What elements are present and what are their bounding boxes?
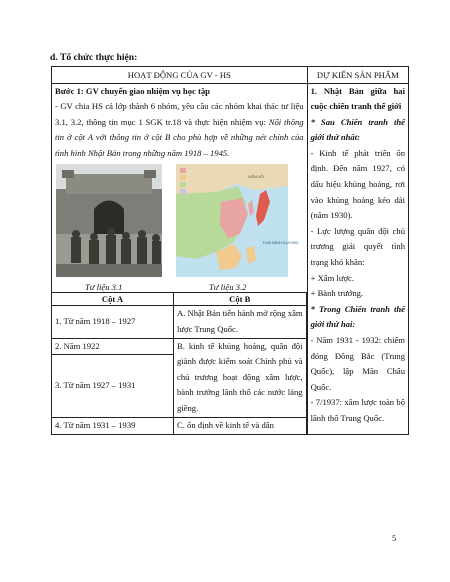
historical-photo bbox=[56, 164, 162, 277]
activity-table bbox=[51, 66, 409, 435]
matching-table bbox=[51, 292, 307, 434]
col-b-header: Cột B bbox=[174, 293, 307, 306]
table-row bbox=[52, 418, 307, 435]
caption-2: Tư liệu 3.2 bbox=[209, 282, 247, 293]
page-number: 5 bbox=[392, 533, 397, 543]
section-title: d. Tổ chức thực hiện: bbox=[50, 52, 138, 63]
header-right: DỰ KIẾN SẢN PHẨM bbox=[307, 67, 408, 84]
col-b-cell: C. ổn định về kinh tế và dân bbox=[174, 418, 307, 435]
legend-swatch bbox=[180, 189, 186, 194]
content-row bbox=[52, 83, 409, 434]
table-row bbox=[52, 338, 307, 355]
header-left: HOẠT ĐỘNG CỦA GV - HS bbox=[52, 67, 308, 84]
map-label: LIÊN XÔ bbox=[248, 174, 264, 180]
legend-swatch bbox=[180, 182, 186, 187]
historical-map bbox=[176, 164, 299, 277]
col-b-cell: B. kinh tế khủng hoảng, quân đội giành được kiểm soát Chính phủ và chủ trương hoạt động xâm lược, bành trướng lãnh thổ các nước láng giềng. bbox=[174, 338, 307, 418]
product-text: - Năm 1931 - 1932: chiếm đóng Đông Bắc (Trung Quốc), lập Mãn Châu Quốc. bbox=[310, 335, 405, 392]
legend-swatch bbox=[180, 168, 186, 173]
col-a-cell: 4. Từ năm 1931 – 1939 bbox=[52, 418, 174, 435]
product-text: - Lực lượng quân đội chủ trương giải quyết tình trạng khó khăn: bbox=[310, 225, 405, 268]
col-a-cell: 2. Năm 1922 bbox=[52, 338, 174, 355]
col-a-cell: 3. Từ năm 1927 – 1931 bbox=[52, 355, 174, 418]
product-text: + Bành trướng. bbox=[310, 288, 364, 299]
task-instruction: Nối thông tin ở cột A với thông tin ở cột B cho phù hợp về những nét chính của tình hình Nhật Bản trong những năm 1918 – 1945. bbox=[55, 116, 304, 158]
activity-cell bbox=[52, 83, 308, 434]
product-subheading-2: * Trong Chiến tranh thế giới thứ hai: bbox=[310, 303, 405, 330]
product-cell bbox=[307, 83, 408, 434]
product-text: - Kinh tế phát triển ổn định. Đến năm 1927, có dấu hiệu khủng hoảng, rơi vào khủng hoảng kéo dài (năm 1930). bbox=[310, 147, 405, 221]
legend-swatch bbox=[180, 175, 186, 180]
product-text: + Xâm lược. bbox=[310, 272, 354, 283]
figures bbox=[55, 164, 304, 292]
product-heading: 1. Nhật Bản giữa hai cuộc chiến tranh thế giới bbox=[310, 85, 405, 112]
table-row bbox=[52, 306, 307, 338]
product-subheading-1: * Sau Chiến tranh thế giới thứ nhất: bbox=[310, 116, 405, 143]
col-b-cell: A. Nhật Bản tiến hành mở rộng xâm lược Trung Quốc. bbox=[174, 306, 307, 338]
product-text: - 7/1937: xâm lược toàn bộ lãnh thổ Trung Quốc. bbox=[310, 397, 405, 423]
col-a-cell: 1. Từ năm 1918 – 1927 bbox=[52, 306, 174, 338]
task-description bbox=[55, 99, 304, 161]
task-text: - GV chia HS cả lớp thành 6 nhóm, yêu cầu các nhóm khai thác tư liệu 3.1, 3.2, thông tin mục 1 SGK tr.18 và thực hiện nhiệm vụ: bbox=[55, 101, 304, 127]
map-sea-label: THÁI BÌNH DƯƠNG bbox=[262, 240, 299, 246]
table-header-row bbox=[52, 67, 409, 84]
step1-title: Bước 1: GV chuyển giao nhiệm vụ học tập bbox=[55, 85, 210, 96]
col-a-header: Cột A bbox=[52, 293, 174, 306]
caption-1: Tư liệu 3.1 bbox=[85, 282, 123, 293]
